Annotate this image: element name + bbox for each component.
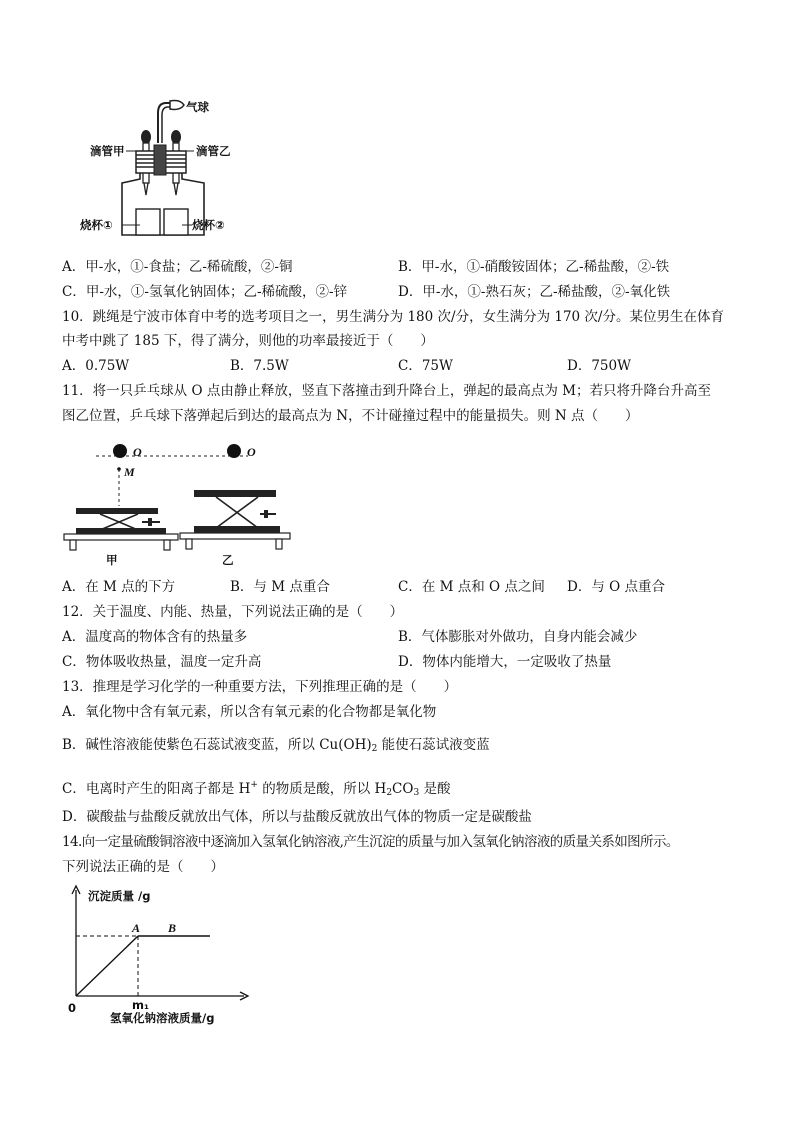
q12-option-c[interactable]: C．物体吸收热量，温度一定升高 (62, 654, 262, 670)
q13-c-sup: + (250, 780, 258, 790)
q11-option-d[interactable]: D．与 O 点重合 (567, 579, 665, 595)
beaker-2-label: 烧杯② (192, 218, 225, 232)
point-o-right: O (247, 445, 256, 459)
q11-option-c[interactable]: C．在 M 点和 O 点之间 (398, 579, 545, 595)
q13-stem: 13．推理是学习化学的一种重要方法，下列推理正确的是（ ） (62, 679, 458, 695)
point-m: M (124, 465, 135, 479)
q13-c-pre: C．电离时产生的阳离子都是 H (62, 781, 251, 797)
q14-stem-line2: 下列说法正确的是（ ） (62, 859, 224, 875)
q13-option-a[interactable]: A．氧化物中含有氧元素，所以含有氧元素的化合物都是氧化物 (62, 704, 437, 720)
q13-b-pre: B．碱性溶液能使紫色石蕊试液变蓝，所以 Cu(OH) (62, 737, 372, 753)
q9-option-d[interactable]: D．甲-水，①-熟石灰；乙-稀盐酸，②-氧化铁 (398, 284, 671, 300)
precipitate-chart (60, 884, 260, 1029)
q12-option-b[interactable]: B．气体膨胀对外做功，自身内能会减少 (398, 629, 638, 645)
y-axis-label: 沉淀质量 /g (88, 889, 151, 903)
fig-label-yi: 乙 (222, 553, 234, 567)
dropper-b-label: 滴管乙 (196, 144, 231, 158)
q10-option-d[interactable]: D．750W (567, 358, 631, 374)
q9-option-c[interactable]: C．甲-水，①-氢氧化钠固体；乙-稀硫酸，②-锌 (62, 284, 348, 300)
q11-option-b[interactable]: B．与 M 点重合 (230, 579, 330, 595)
q11-stem-line1: 11．将一只乒乓球从 O 点由静止释放，竖直下落撞击到升降台上，弹起的最高点为 M；若只将升降台升高至 (62, 383, 711, 399)
point-a-label: A (132, 921, 141, 935)
point-o-left: O (133, 445, 142, 459)
q10-option-a[interactable]: A．0.75W (62, 358, 130, 374)
q13-option-c[interactable] (62, 776, 450, 802)
q13-c-mid2: CO (392, 781, 414, 797)
x-tick-label-m1: m₁ (132, 998, 150, 1012)
q10-option-b[interactable]: B．7.5W (230, 358, 289, 374)
q10-stem-line2: 中考中跳了 185 下，得了满分，则他的功率最接近于（ ） (62, 333, 434, 349)
q11-option-a[interactable]: A．在 M 点的下方 (62, 579, 176, 595)
q14-stem-line1: 14.向一定量硫酸铜溶液中逐滴加入氢氧化钠溶液,产生沉淀的质量与加入氢氧化钠溶液的质量关系如图所示。 (62, 834, 679, 850)
q13-c-sub2: 3 (413, 788, 420, 798)
q12-stem: 12．关于温度、内能、热量，下列说法正确的是（ ） (62, 604, 404, 620)
q13-c-post: 是酸 (419, 781, 451, 797)
q10-option-c[interactable]: C．75W (398, 358, 453, 374)
q9-option-b[interactable]: B．甲-水，①-硝酸铵固体；乙-稀盐酸，②-铁 (398, 259, 670, 275)
q13-c-mid: 的物质是酸，所以 H (257, 781, 387, 797)
q10-stem-line1: 10．跳绳是宁波市体育中考的选考项目之一，男生满分为 180 次/分，女生满分为 170 次/分。某位男生在体育 (62, 309, 724, 325)
ping-pong-figure (60, 440, 290, 570)
q9-option-a[interactable]: A．甲-水，①-食盐；乙-稀硫酸，②-铜 (62, 259, 293, 275)
beaker-1-label: 烧杯① (80, 218, 113, 232)
q13-b-post: 能使石蕊试液变蓝 (377, 737, 490, 753)
q13-option-b[interactable] (62, 736, 490, 758)
q11-stem-line2: 图乙位置，乒乓球下落弹起后到达的最高点为 N，不计碰撞过程中的能量损失。则 N 点（ ） (62, 408, 639, 424)
x-axis-label: 氢氧化钠溶液质量/g (110, 1011, 215, 1025)
q13-option-d[interactable]: D．碳酸盐与盐酸反就放出气体，所以与盐酸反就放出气体的物质一定是碳酸盐 (62, 809, 532, 825)
q12-option-a[interactable]: A．温度高的物体含有的热量多 (62, 629, 248, 645)
point-b-label: B (168, 921, 177, 935)
q13-c-sub1: 2 (386, 788, 393, 798)
fig-label-jia: 甲 (106, 553, 118, 567)
rising-segment (76, 936, 138, 996)
apparatus-figure (80, 95, 250, 240)
balloon-label: 气球 (186, 100, 209, 114)
q12-option-d[interactable]: D．物体内能增大，一定吸收了热量 (398, 654, 612, 670)
q13-b-sub: 2 (371, 744, 378, 754)
origin-label: 0 (68, 1001, 77, 1015)
dropper-a-label: 滴管甲 (90, 144, 125, 158)
